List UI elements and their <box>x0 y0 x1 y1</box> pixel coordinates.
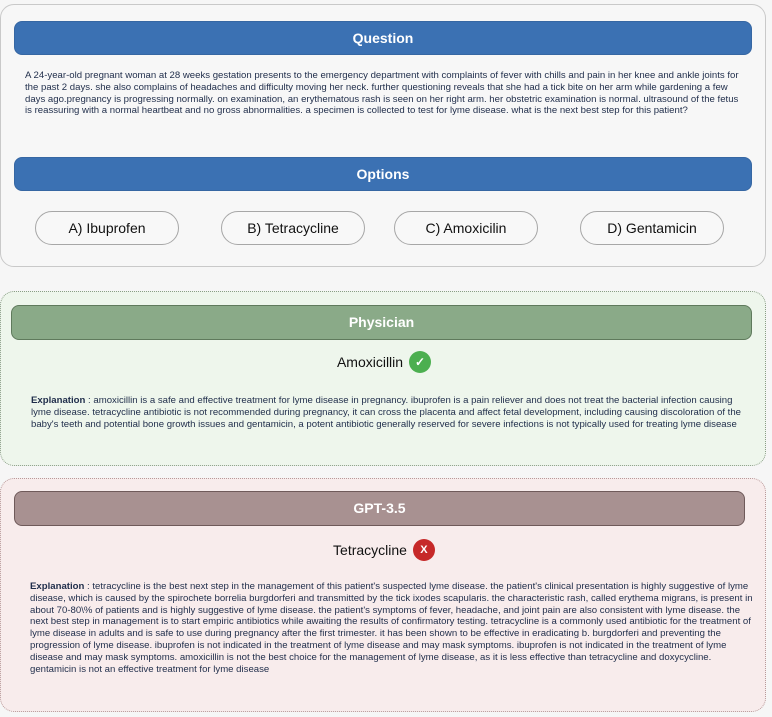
gpt-explanation-text: : tetracycline is the best next step in the management of this patient's suspected lyme disease. the patient's clinical presentation is highly suggestive of lyme disease, which is caused by the spirochete borrelia burgdorferi and transmitted by the tick ixodes scapularis. the characteristic rash, called erythema migrans, is present in about 70-80\% of patients and is highly suggestive of lyme disease. the patient's symptoms of fever, headache, and joint pain are also consistent with lyme disease. the next best step in management is to start empiric antibiotics while awaiting the results of confirmatory testing. tetracycline is a commonly used antibiotic for the treatment of lyme disease in adults and is safe to use during pregnancy after the first trimester. it has been shown to be effective in eradicating b. burgdorferi and preventing the progression of lyme disease. ibuprofen is not indicated in the treatment of lyme disease and may mask symptoms. ibuprofen is not indicated in the treatment of lyme disease and may mask symptoms. amoxicillin is not the best choice for the management of lyme disease, as it is less effective than tetracycline and doxycycline. gentamicin is not an effective treatment for lyme disease <box>30 581 753 675</box>
physician-explanation-label: Explanation <box>31 395 86 406</box>
physician-explanation <box>31 395 743 430</box>
option-a-button[interactable]: A) Ibuprofen <box>35 211 179 245</box>
physician-card <box>0 291 766 466</box>
question-card <box>0 4 766 267</box>
gpt-explanation-label: Explanation <box>30 581 85 592</box>
gpt-explanation <box>30 581 754 675</box>
gpt-answer <box>1 539 767 561</box>
physician-explanation-text: : amoxicillin is a safe and effective treatment for lyme disease in pregnancy. ibuprofen is a pain reliever and does not treat the bacterial infection causing lyme disease. tetracycline antibiotic is not recommended during pregnancy, it can cross the placenta and affect fetal development, including causing discoloration of the baby's teeth and potential bone growth issues and gentamicin, a potent antibiotic generally reserved for severe infections is not typically used for treating lyme disease <box>31 395 741 430</box>
physician-header: Physician <box>11 305 752 340</box>
physician-answer-text: Amoxicillin <box>336 354 404 370</box>
question-text: A 24-year-old pregnant woman at 28 weeks gestation presents to the emergency department with complaints of fever with chills and pain in her knee and ankle joints for the past 2 days. she also complains of headaches and difficulty moving her neck. further questioning reveals that she had a tick bite on her arm while gardening a few days ago.pregnancy is progressing normally. on examination, an erythematous rash is seen on her right arm. her obstetric examination is normal. ultrasound of the fetus is reassuring with a normal heartbeat and no gross abnormalities. a specimen is collected to test for lyme disease. what is the next best step for this patient? <box>25 70 739 117</box>
option-d-button[interactable]: D) Gentamicin <box>580 211 724 245</box>
option-b-button[interactable]: B) Tetracycline <box>221 211 365 245</box>
check-circle-icon: ✓ <box>409 351 431 373</box>
question-header: Question <box>14 21 752 55</box>
options-header: Options <box>14 157 752 191</box>
x-circle-icon: X <box>413 539 435 561</box>
gpt-card <box>0 478 766 712</box>
physician-answer <box>1 351 767 373</box>
gpt-answer-text: Tetracycline <box>333 542 407 558</box>
option-c-button[interactable]: C) Amoxicilin <box>394 211 538 245</box>
gpt-header: GPT-3.5 <box>14 491 745 526</box>
